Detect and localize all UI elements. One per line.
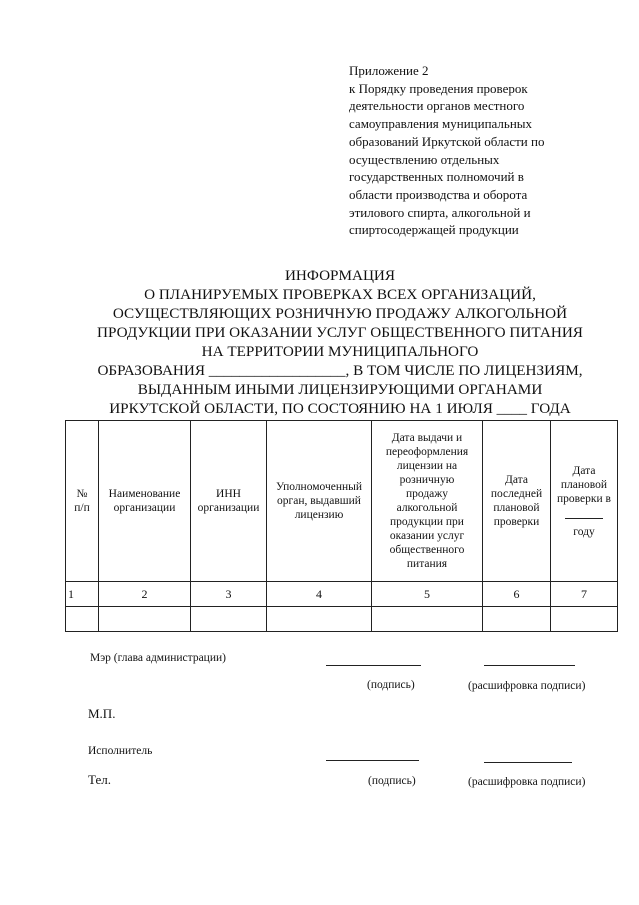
year-label: году — [573, 525, 595, 538]
mayor-signature-line — [326, 665, 421, 666]
title-line: ПРОДУКЦИИ ПРИ ОКАЗАНИИ УСЛУГ ОБЩЕСТВЕННОГО ПИТАНИЯ — [97, 324, 583, 341]
mayor-label: Мэр (глава администрации) — [90, 652, 226, 664]
executor-signature-caption: (подпись) — [368, 775, 416, 787]
planned-inspection-label: Дата плановой проверки в — [557, 464, 611, 505]
year-blank — [565, 508, 603, 519]
executor-signature-line — [326, 760, 419, 761]
stamp-label: М.П. — [88, 706, 116, 721]
title-line: О ПЛАНИРУЕМЫХ ПРОВЕРКАХ ВСЕХ ОРГАНИЗАЦИЙ, — [144, 286, 536, 303]
mayor-decoding-caption: (расшифровка подписи) — [468, 680, 586, 692]
table-row — [66, 582, 618, 607]
executor-decoding-line — [484, 762, 572, 763]
table-header-row — [66, 421, 618, 582]
annex-note: Приложение 2 к Порядку проведения проверок деятельности органов местного самоуправления муниципальных образований Иркутской области по осуществлению отдельных государственных полномочий в области производства и оборота этилового спирта, алкогольной и спиртосодержащей продукции — [349, 63, 545, 238]
column-number: 2 — [99, 582, 191, 607]
executor-decoding-caption: (расшифровка подписи) — [468, 776, 586, 788]
column-number: 3 — [191, 582, 267, 607]
inspections-table — [65, 420, 618, 632]
col-header-organization: Наименование организации — [99, 421, 191, 582]
col-header-last-inspection: Дата последней плановой проверки — [483, 421, 551, 582]
title-line: ОБРАЗОВАНИЯ __________________, В ТОМ ЧИСЛЕ ПО ЛИЦЕНЗИЯМ, — [97, 362, 583, 379]
title-line: НА ТЕРРИТОРИИ МУНИЦИПАЛЬНОГО — [201, 343, 479, 360]
col-header-planned-inspection — [551, 421, 618, 582]
table-row — [66, 607, 618, 632]
title-line: ИРКУТСКОЙ ОБЛАСТИ, ПО СОСТОЯНИЮ НА 1 ИЮЛЯ ____ ГОДА — [109, 400, 571, 417]
mayor-decoding-line — [484, 665, 575, 666]
title-line: ВЫДАННЫМ ИНЫМИ ЛИЦЕНЗИРУЮЩИМИ ОРГАНАМИ — [137, 381, 543, 398]
col-header-authority: Уполномоченный орган, выдавший лицензию — [267, 421, 372, 582]
document-title — [60, 266, 620, 418]
column-number: 5 — [372, 582, 483, 607]
col-header-number: № п/п — [66, 421, 99, 582]
column-number: 7 — [551, 582, 618, 607]
table-cell — [99, 607, 191, 632]
title-line: ИНФОРМАЦИЯ — [284, 267, 396, 284]
table-cell — [267, 607, 372, 632]
executor-label: Исполнитель — [88, 745, 153, 757]
column-number: 4 — [267, 582, 372, 607]
table-cell — [191, 607, 267, 632]
table-cell — [66, 607, 99, 632]
title-line: ОСУЩЕСТВЛЯЮЩИХ РОЗНИЧНУЮ ПРОДАЖУ АЛКОГОЛЬНОЙ — [112, 305, 568, 322]
mayor-signature-caption: (подпись) — [367, 679, 415, 691]
col-header-inn: ИНН организации — [191, 421, 267, 582]
column-number: 6 — [483, 582, 551, 607]
table-cell — [372, 607, 483, 632]
table-cell — [483, 607, 551, 632]
column-number: 1 — [66, 582, 99, 607]
table-cell — [551, 607, 618, 632]
col-header-license-date: Дата выдачи и переоформления лицензии на розничную продажу алкогольной продукции при оказании услуг общественного питания — [372, 421, 483, 582]
phone-label: Тел. — [88, 772, 111, 787]
